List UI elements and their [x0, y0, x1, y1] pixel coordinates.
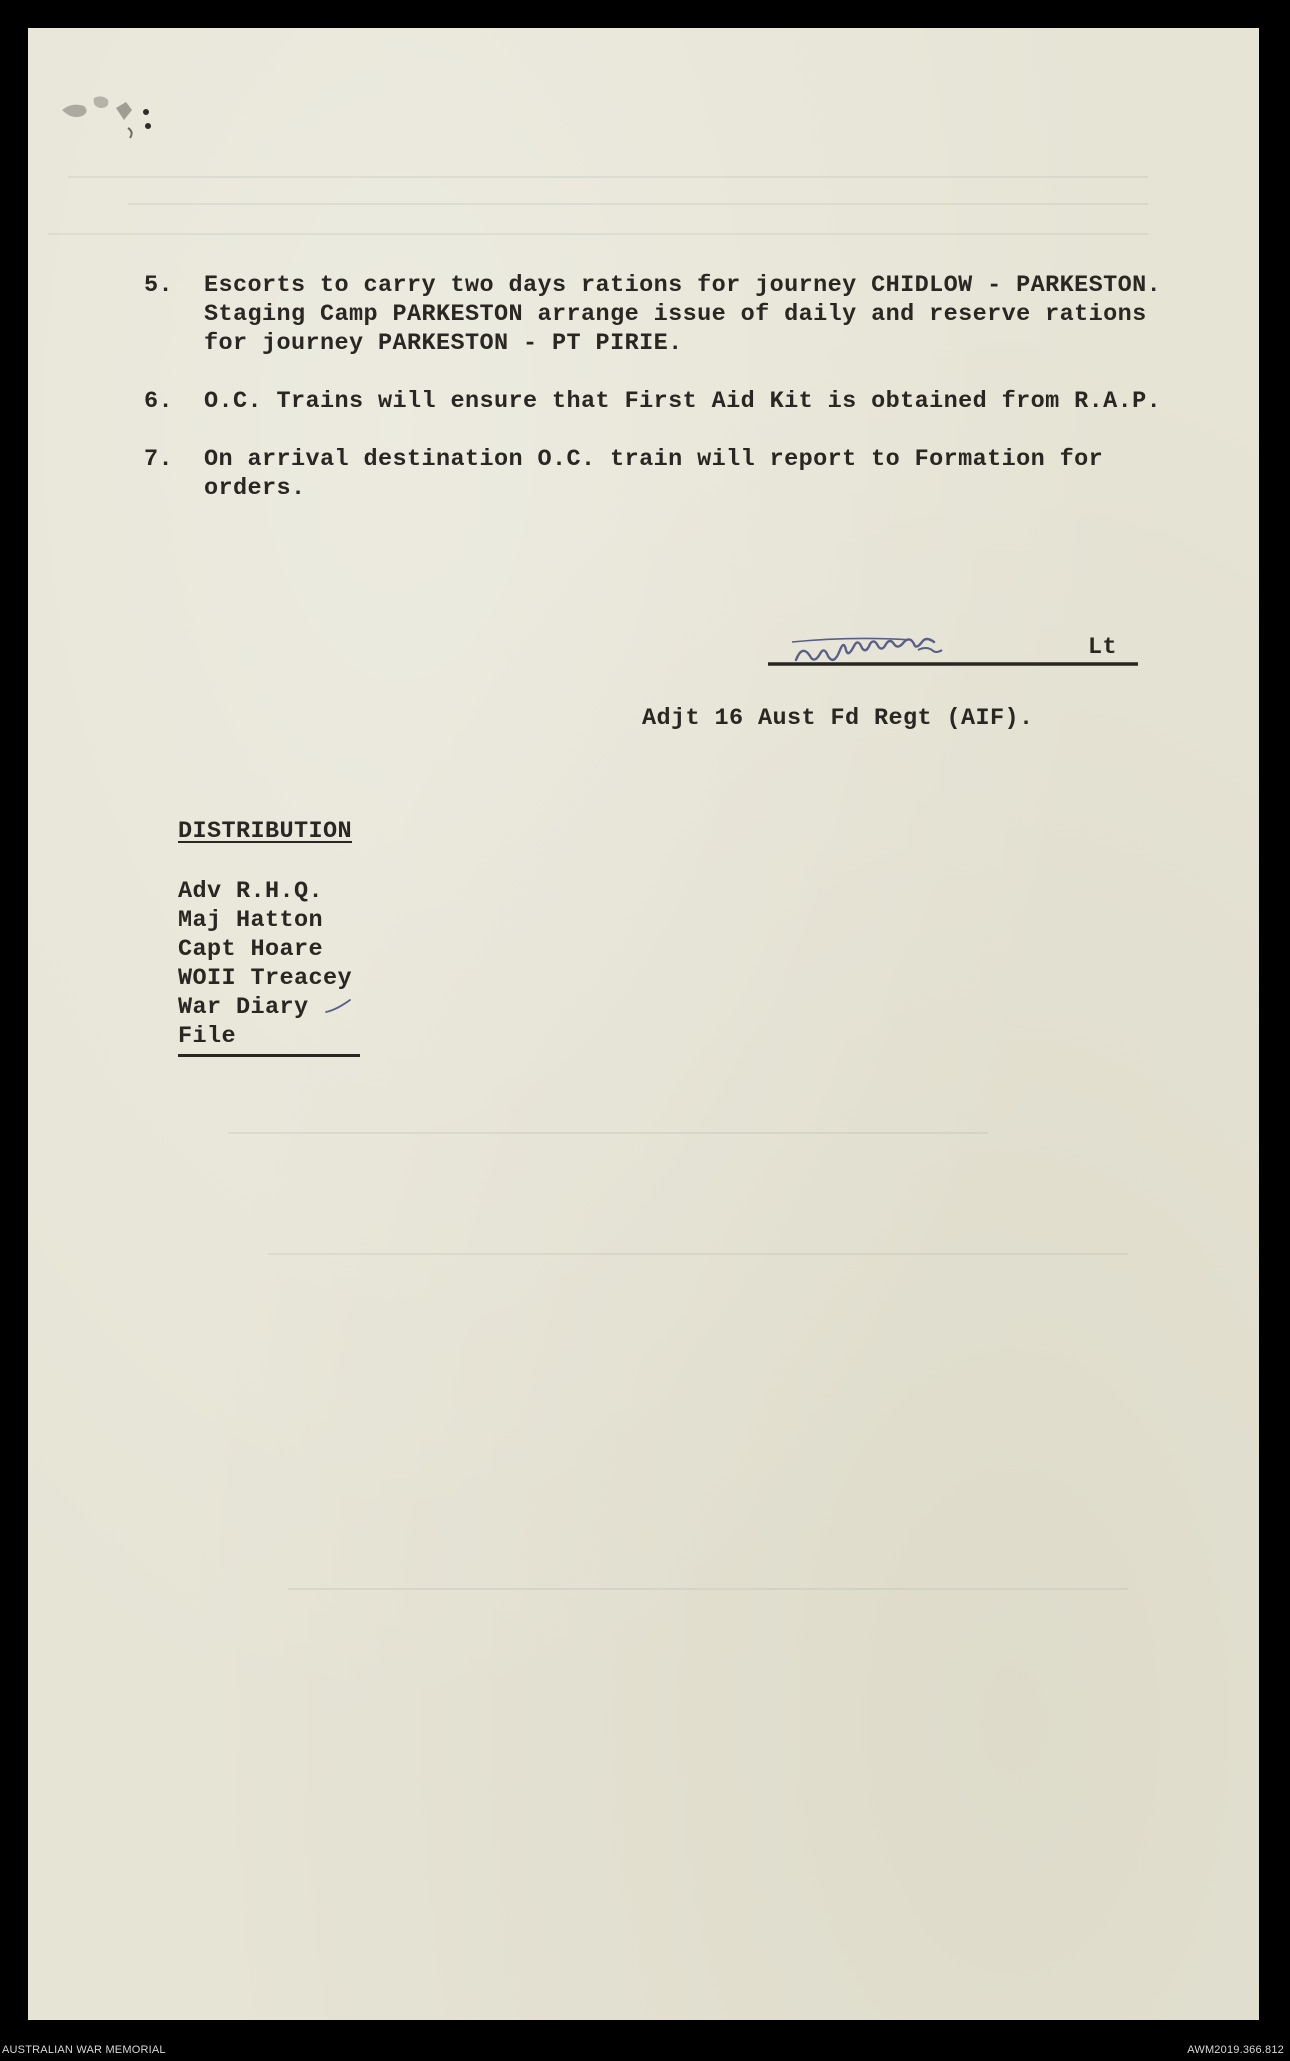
handwritten-signature [768, 620, 1138, 680]
paragraph-text: Escorts to carry two days rations for journey CHIDLOW - PARKESTON. [204, 272, 1162, 299]
tick-mark-icon [324, 998, 354, 1018]
paragraph-text: On arrival destination O.C. train will report to Formation for [204, 446, 1104, 473]
paragraph-text: orders. [204, 475, 306, 502]
distribution-item: File [178, 1023, 237, 1050]
signature-rank: Lt [1088, 634, 1118, 661]
footer-credit: AUSTRALIAN WAR MEMORIAL [2, 2044, 166, 2056]
show-through-line [228, 1132, 988, 1134]
distribution-heading: DISTRIBUTION [178, 818, 353, 845]
show-through-line [268, 1253, 1128, 1255]
show-through-line [288, 1588, 1128, 1590]
show-through-line [128, 203, 1148, 205]
paragraph-number: 7. [144, 446, 174, 473]
distribution-item: Adv R.H.Q. [178, 878, 324, 905]
show-through-line [48, 233, 1148, 235]
signature-appointment: Adjt 16 Aust Fd Regt (AIF). [642, 705, 1034, 732]
paragraph-text: O.C. Trains will ensure that First Aid Kit is obtained from R.A.P. [204, 388, 1162, 415]
footer-accession-number: AWM2019.366.812 [1187, 2044, 1284, 2056]
distribution-item: Capt Hoare [178, 936, 324, 963]
staple-holes-icon [42, 68, 182, 148]
paragraph-text: for journey PARKESTON - PT PIRIE. [204, 330, 683, 357]
distribution-item: WOII Treacey [178, 965, 353, 992]
show-through-line [68, 176, 1148, 178]
document-page [28, 28, 1259, 2020]
paragraph-text: Staging Camp PARKESTON arrange issue of daily and reserve rations [204, 301, 1147, 328]
paragraph-number: 6. [144, 388, 174, 415]
paragraph-number: 5. [144, 272, 174, 299]
distribution-item: Maj Hatton [178, 907, 324, 934]
distribution-item: War Diary [178, 994, 309, 1021]
distribution-end-rule [178, 1054, 360, 1057]
